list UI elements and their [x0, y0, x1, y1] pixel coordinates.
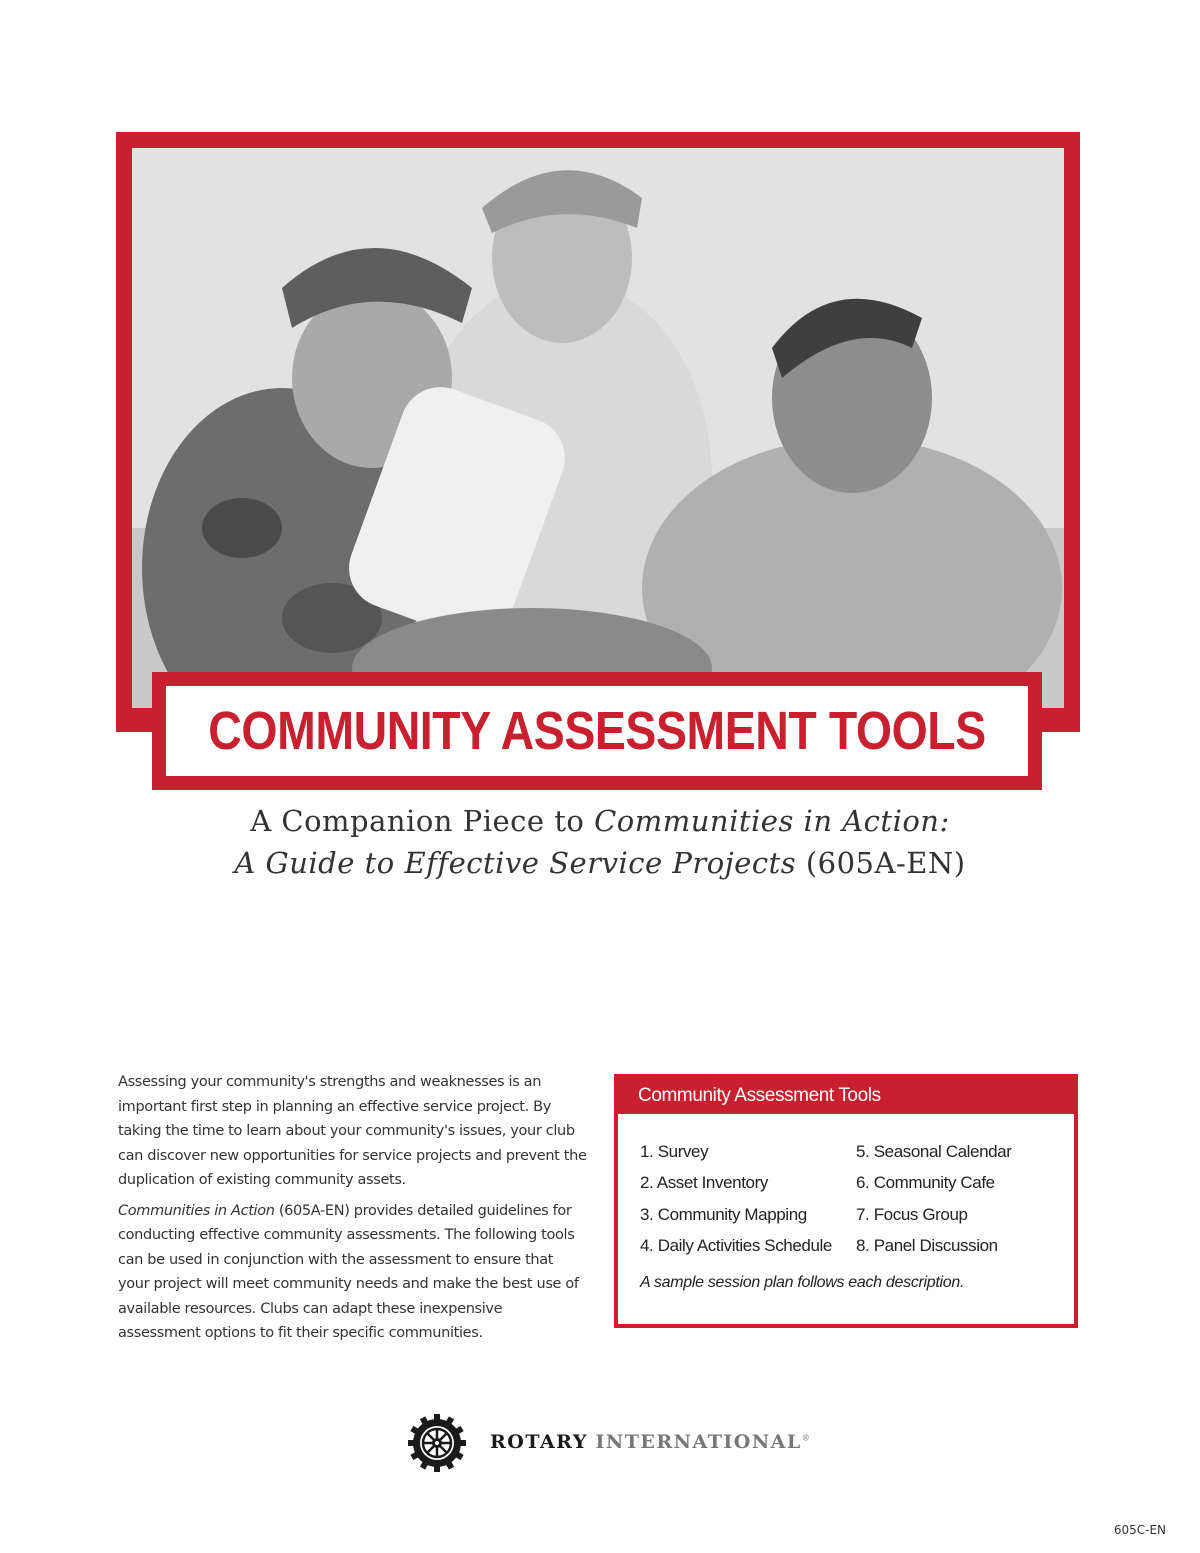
cover-photo: [132, 148, 1064, 708]
intro-book-title: Communities in Action: [118, 1202, 275, 1219]
tool-item: 1. Survey: [640, 1142, 709, 1161]
document-code: 605C-EN: [1113, 1523, 1166, 1537]
brand-name-international: INTERNATIONAL: [595, 1431, 802, 1453]
tools-column-1: [640, 1136, 832, 1261]
subtitle-line-2: [0, 842, 1200, 884]
subtitle-code: (605A-EN): [796, 846, 966, 880]
intro-text: [118, 1070, 588, 1352]
subtitle-text: A Companion Piece to: [250, 804, 595, 838]
subtitle-line-1: [0, 800, 1200, 842]
brand-name-rotary: ROTARY: [490, 1431, 588, 1453]
intro-paragraph-1: Assessing your community's strengths and weaknesses is an important first step in planning an effective service project. By taking the time to learn about your community's issues, your club can discover new opportunities for service projects and prevent the duplication of existing community assets.: [118, 1074, 587, 1188]
tools-header: Community Assessment Tools: [618, 1078, 1074, 1114]
tools-sidebar: [614, 1074, 1078, 1328]
tool-item: 4. Daily Activities Schedule: [640, 1235, 832, 1255]
tool-item: 8. Panel Discussion: [856, 1235, 998, 1255]
tool-item: 2. Asset Inventory: [640, 1173, 768, 1193]
rotary-wheel-icon: [406, 1412, 468, 1474]
subtitle-book-title-cont: A Guide to Effective Service Projects: [234, 846, 797, 880]
tool-item: 5. Seasonal Calendar: [856, 1142, 1012, 1161]
page-title: COMMUNITY ASSESSMENT TOOLS: [208, 701, 986, 761]
tools-note: A sample session plan follows each description.: [640, 1274, 965, 1291]
brand-name: [490, 1431, 811, 1453]
children-photo-illustration: [132, 148, 1064, 708]
title-box: [152, 672, 1042, 790]
cover-photo-frame: [116, 132, 1080, 732]
tool-item: 3. Community Mapping: [640, 1204, 807, 1224]
tool-item: 7. Focus Group: [856, 1204, 968, 1224]
intro-paragraph-2-text: (605A-EN) provides detailed guidelines for conducting effective community assessments. The following tools can be used in conjunction with the assessment to ensure that your project will meet community needs and make the best use of available resources. Clubs can adapt these inexpensive assessment options to fit their specific communities.: [118, 1202, 579, 1341]
registered-mark: ®: [801, 1433, 812, 1443]
subtitle-book-title: Communities in Action:: [594, 804, 950, 838]
tools-column-2: [856, 1136, 1012, 1261]
tool-item: 6. Community Cafe: [856, 1173, 995, 1193]
subtitle: [0, 800, 1200, 884]
intro-paragraph-2: [118, 1199, 588, 1346]
